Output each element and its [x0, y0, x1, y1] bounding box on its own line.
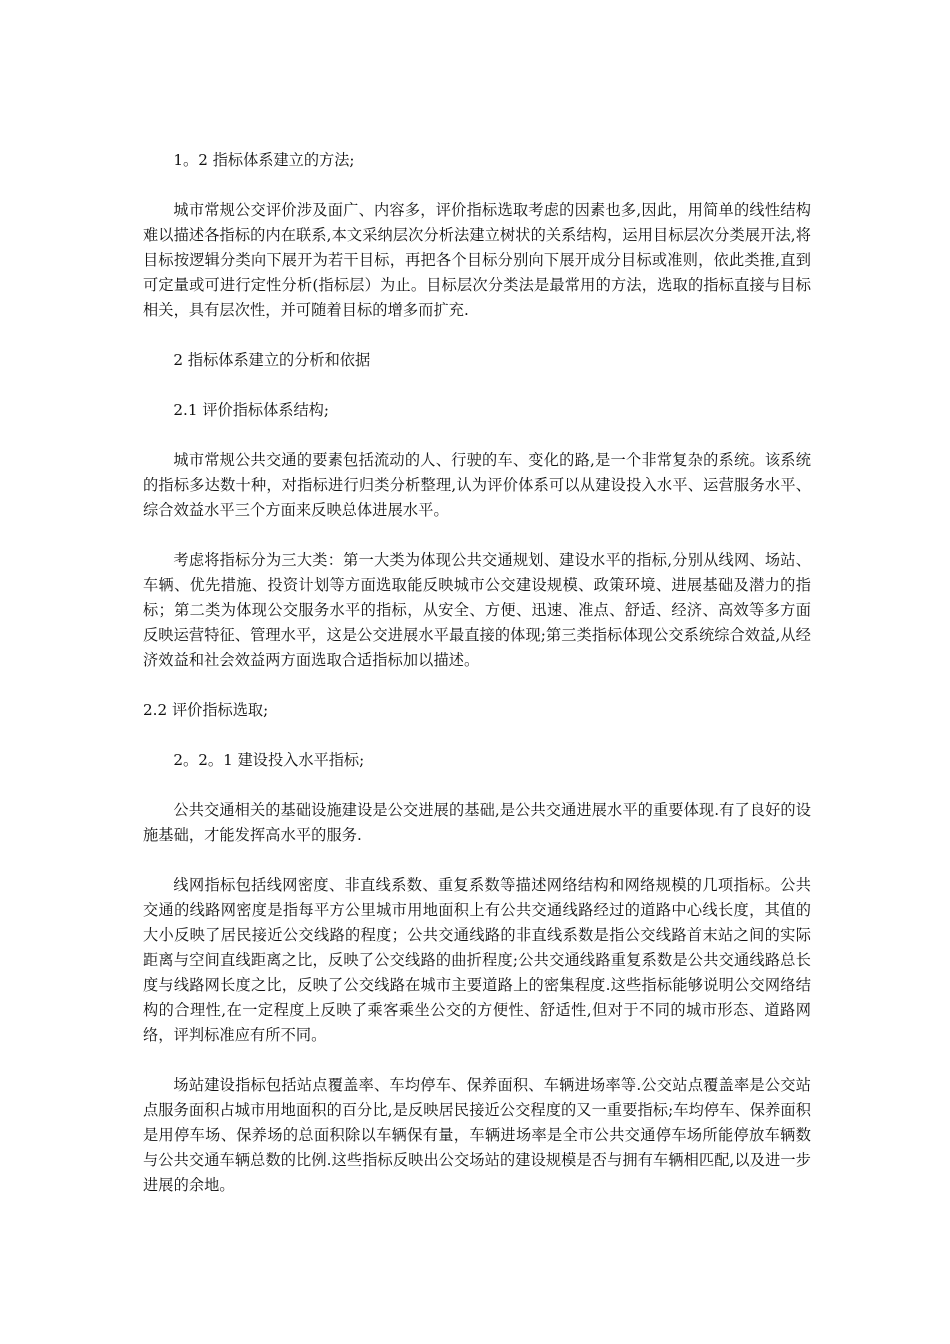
heading-1-2: 1。2 指标体系建立的方法; — [173, 151, 355, 169]
paragraph-structure: 城市常规公共交通的要素包括流动的人、行驶的车、变化的路,是一个非常复杂的系统。该系统的指标多达数十种，对指标进行归类分析整理,认为评价体系可以从建设投入水平、运营服务水平、综合效益水平三个方面来反映总体进展水平。 — [143, 451, 811, 519]
heading-2-1: 2.1 评价指标体系结构; — [173, 401, 329, 419]
paragraph-categories: 考虑将指标分为三大类：第一大类为体现公共交通规划、建设水平的指标,分别从线网、场站、车辆、优先措施、投资计划等方面选取能反映城市公交建设规模、政策环境、进展基础及潜力的指标；第二类为体现公交服务水平的指标，从安全、方便、迅速、准点、舒适、经济、高效等多方面反映运营特征、管理水平，这是公交进展水平最直接的体现;第三类指标体现公交系统综合效益,从经济效益和社会效益两方面选取合适指标加以描述。 — [143, 551, 811, 669]
paragraph-infrastructure: 公共交通相关的基础设施建设是公交进展的基础,是公共交通进展水平的重要体现.有了良好的设施基础，才能发挥高水平的服务. — [143, 801, 811, 844]
heading-2-2: 2.2 评价指标选取; — [143, 701, 269, 719]
heading-2: 2 指标体系建立的分析和依据 — [173, 351, 371, 369]
paragraph-network-indicators: 线网指标包括线网密度、非直线系数、重复系数等描述网络结构和网络规模的几项指标。公共交通的线路网密度是指每平方公里城市用地面积上有公共交通线路经过的道路中心线长度，其值的大小反映了居民接近公交线路的程度；公共交通线路的非直线系数是指公交线路首末站之间的实际距离与空间直线距离之比，反映了公交线路的曲折程度;公共交通线路重复系数是公共交通线路总长度与线路网长度之比，反映了公交线路在城市主要道路上的密集程度.这些指标能够说明公交网络结构的合理性,在一定程度上反映了乘客乘坐公交的方便性、舒适性,但对于不同的城市形态、道路网络，评判标准应有所不同。 — [143, 876, 811, 1044]
heading-2-2-1: 2。2。1 建设投入水平指标; — [173, 751, 365, 769]
paragraph-station-indicators: 场站建设指标包括站点覆盖率、车均停车、保养面积、车辆进场率等.公交站点覆盖率是公交站点服务面积占城市用地面积的百分比,是反映居民接近公交程度的又一重要指标;车均停车、保养面积是用停车场、保养场的总面积除以车辆保有量，车辆进场率是全市公共交通停车场所能停放车辆数与公共交通车辆总数的比例.这些指标反映出公交场站的建设规模是否与拥有车辆相匹配,以及进一步进展的余地。 — [143, 1076, 811, 1194]
document-page — [143, 148, 811, 1198]
paragraph-method: 城市常规公交评价涉及面广、内容多，评价指标选取考虑的因素也多,因此，用简单的线性结构难以描述各指标的内在联系,本文采纳层次分析法建立树状的关系结构，运用目标层次分类展开法,将目标按逻辑分类向下展开为若干目标，再把各个目标分别向下展开成分目标或准则，依此类推,直到可定量或可进行定性分析(指标层）为止。目标层次分类法是最常用的方法，选取的指标直接与目标相关，具有层次性，并可随着目标的增多而扩充. — [143, 201, 811, 319]
